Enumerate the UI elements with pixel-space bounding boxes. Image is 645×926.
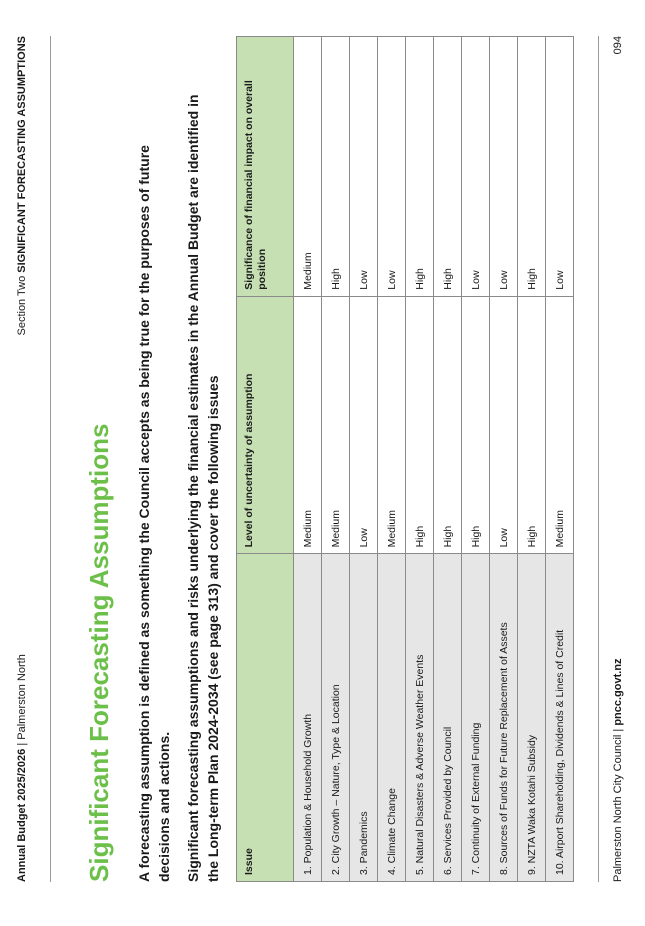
uncertainty-cell: High bbox=[462, 296, 490, 554]
impact-cell: Low bbox=[546, 37, 574, 297]
uncertainty-cell: Medium bbox=[546, 296, 574, 554]
table-row bbox=[462, 37, 490, 882]
table-row bbox=[406, 37, 434, 882]
uncertainty-cell: Low bbox=[490, 296, 518, 554]
table-row bbox=[490, 37, 518, 882]
uncertainty-cell: Medium bbox=[294, 296, 322, 554]
page-footer-left bbox=[612, 658, 624, 882]
page-header-right bbox=[16, 36, 28, 336]
table-row bbox=[518, 37, 546, 882]
section-name: SIGNIFICANT FORECASTING ASSUMPTIONS bbox=[16, 36, 28, 273]
impact-cell: Low bbox=[378, 37, 406, 297]
header-separator: | bbox=[16, 742, 28, 746]
page-header-left bbox=[16, 654, 28, 882]
issue-cell: 10. Airport Shareholding, Dividends & Lines of Credit bbox=[546, 554, 574, 882]
impact-cell: Low bbox=[490, 37, 518, 297]
impact-cell: High bbox=[518, 37, 546, 297]
header-divider bbox=[50, 36, 51, 882]
issue-cell: 2. City Growth – Nature, Type & Location bbox=[322, 554, 350, 882]
issue-cell: 4. Climate Change bbox=[378, 554, 406, 882]
table-row bbox=[350, 37, 378, 882]
section-prefix: Section Two bbox=[16, 275, 28, 336]
col-header-impact: Significance of financial impact on overall position bbox=[237, 37, 294, 297]
issue-cell: 8. Sources of Funds for Future Replacement of Assets bbox=[490, 554, 518, 882]
uncertainty-cell: Medium bbox=[322, 296, 350, 554]
page-title: Significant Forecasting Assumptions bbox=[84, 423, 114, 882]
issue-cell: 9. NZTA Waka Kotahi Subsidy bbox=[518, 554, 546, 882]
table-row bbox=[434, 37, 462, 882]
assumptions-table bbox=[236, 36, 574, 882]
issue-cell: 3. Pandemics bbox=[350, 554, 378, 882]
table-header-row bbox=[237, 37, 294, 882]
header-location: Palmerston North bbox=[16, 654, 28, 740]
impact-cell: Medium bbox=[294, 37, 322, 297]
issue-cell: 1. Population & Household Growth bbox=[294, 554, 322, 882]
doc-title: Annual Budget 2025/2026 bbox=[16, 748, 28, 882]
issue-cell: 7. Continuity of External Funding bbox=[462, 554, 490, 882]
intro-paragraph-2: Significant forecasting assumptions and risks underlying the financial estimates in the Annual Budget are identified in the Long-term Plan 2024-2034 (see page 313) and cover the following issues bbox=[185, 94, 221, 882]
col-header-issue: Issue bbox=[237, 554, 294, 882]
footer-divider bbox=[598, 36, 599, 882]
impact-cell: Low bbox=[462, 37, 490, 297]
impact-cell: High bbox=[434, 37, 462, 297]
page-number: 094 bbox=[612, 36, 624, 55]
footer-org: Palmerston North City Council bbox=[612, 734, 624, 882]
uncertainty-cell: High bbox=[518, 296, 546, 554]
table-row bbox=[546, 37, 574, 882]
col-header-uncertainty: Level of uncertainty of assumption bbox=[237, 296, 294, 554]
table-row bbox=[294, 37, 322, 882]
impact-cell: Low bbox=[350, 37, 378, 297]
intro-paragraph: A forecasting assumption is defined as something the Council accepts as being true for the purposes of future decisions and actions. bbox=[136, 145, 172, 882]
uncertainty-cell: High bbox=[406, 296, 434, 554]
uncertainty-cell: Low bbox=[350, 296, 378, 554]
uncertainty-cell: Medium bbox=[378, 296, 406, 554]
uncertainty-cell: High bbox=[434, 296, 462, 554]
table-row bbox=[322, 37, 350, 882]
issue-cell: 5. Natural Disasters & Adverse Weather Events bbox=[406, 554, 434, 882]
impact-cell: High bbox=[322, 37, 350, 297]
impact-cell: High bbox=[406, 37, 434, 297]
footer-website: pncc.govt.nz bbox=[612, 658, 624, 726]
issue-cell: 6. Services Provided by Council bbox=[434, 554, 462, 882]
table-row bbox=[378, 37, 406, 882]
footer-separator: | bbox=[612, 728, 624, 732]
